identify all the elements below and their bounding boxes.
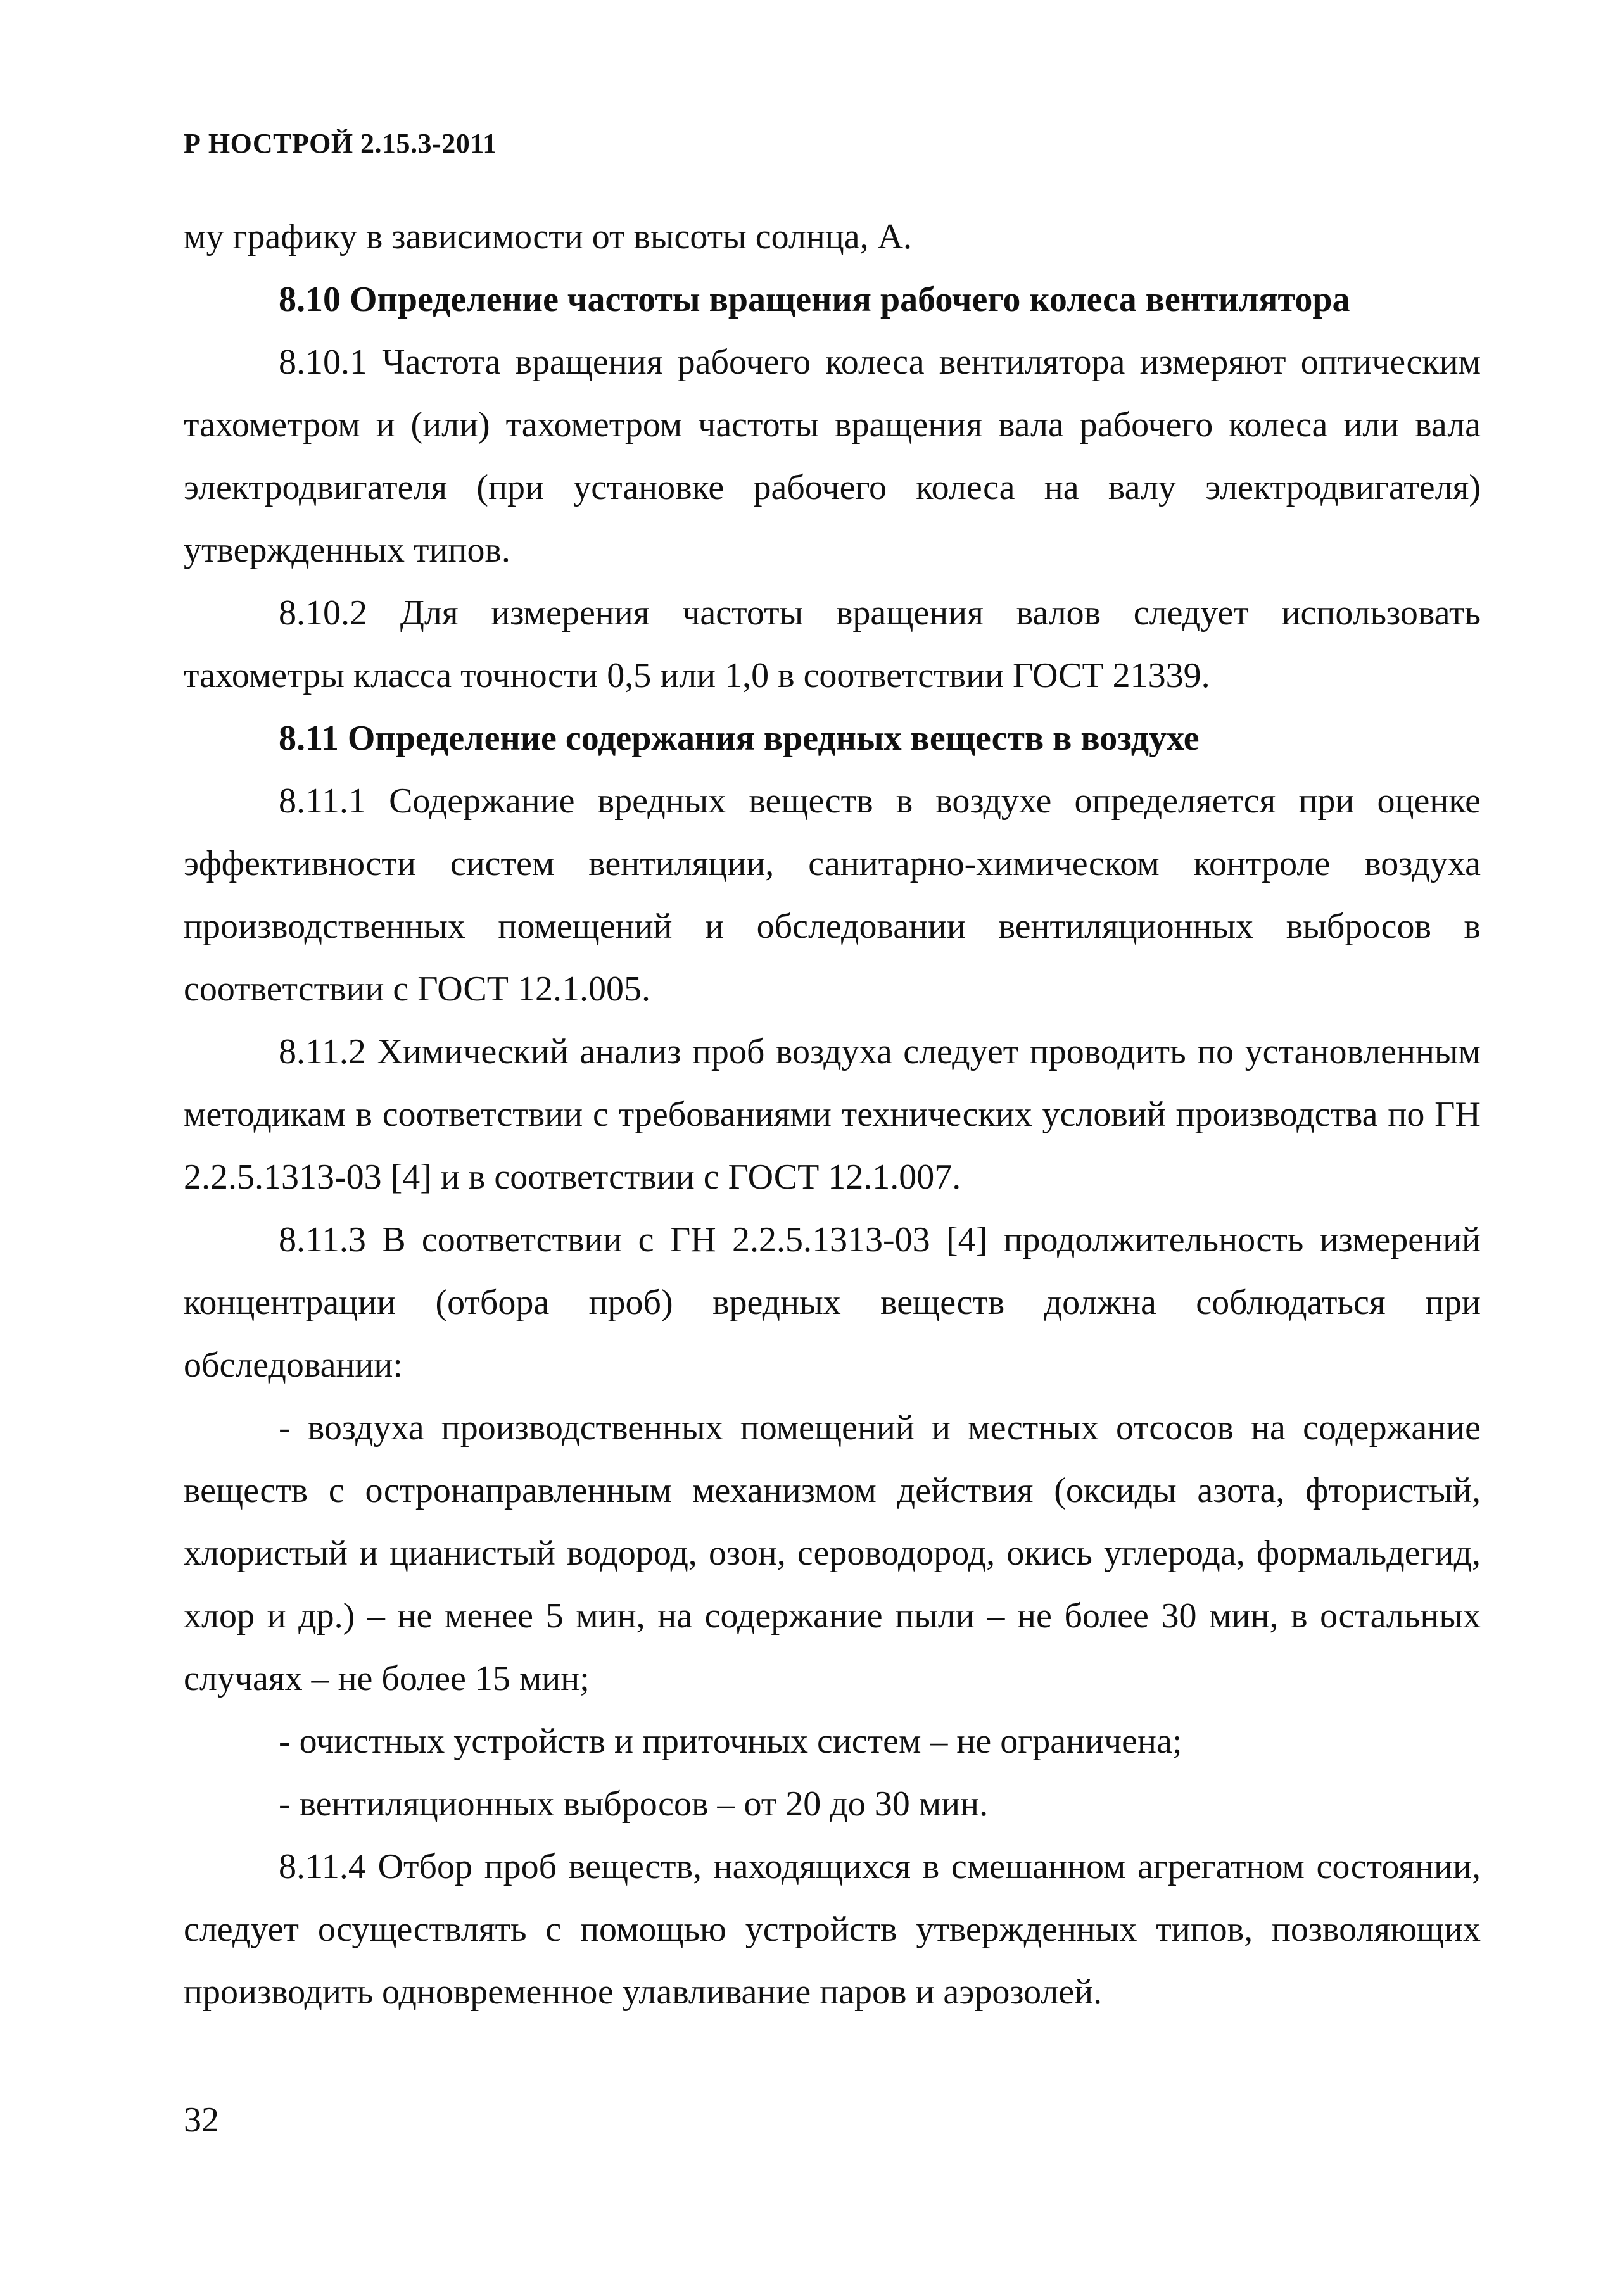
paragraph-8-10-1: 8.10.1 Частота вращения рабочего колеса вентилятора измеряют оптическим тахометром и (или) тахометром частоты вращения вала рабочего колеса или вала электродвигателя (при установке рабочего колеса на валу электродвигателя) утвержденных типов. — [184, 343, 1481, 570]
document-body — [184, 206, 1481, 2024]
page-number: 32 — [184, 2100, 219, 2140]
paragraph-8-11-1: 8.11.1 Содержание вредных веществ в воздухе определяется при оценке эффективности систем вентиляции, санитарно-химическом контроле воздуха производственных помещений и обследовании вентиляционных выбросов в соответствии с ГОСТ 12.1.005. — [184, 781, 1481, 1009]
list-item: - очистных устройств и приточных систем – не ограничена; — [279, 1722, 1182, 1761]
paragraph: му графику в зависимости от высоты солнца, А. — [184, 217, 913, 256]
section-heading-8-11: 8.11 Определение содержания вредных веществ в воздухе — [279, 719, 1200, 758]
section-heading-8-10: 8.10 Определение частоты вращения рабочего колеса вентилятора — [279, 280, 1350, 319]
list-item: - вентиляционных выбросов – от 20 до 30 мин. — [279, 1784, 989, 1824]
paragraph-8-11-4: 8.11.4 Отбор проб веществ, находящихся в смешанном агрегатном состоянии, следует осуществлять с помощью устройств утвержденных типов, позволяющих производить одновременное улавливание паров и аэрозолей. — [184, 1847, 1481, 2012]
paragraph-8-11-2: 8.11.2 Химический анализ проб воздуха следует проводить по установленным методикам в соответствии с требованиями технических условий производства по ГН 2.2.5.1313-03 [4] и в соответствии с ГОСТ 12.1.007. — [184, 1032, 1481, 1197]
running-header: Р НОСТРОЙ 2.15.3-2011 — [184, 128, 497, 159]
paragraph-8-11-3: 8.11.3 В соответствии с ГН 2.2.5.1313-03 [4] продолжительность измерений концентрации (отбора проб) вредных веществ должна соблюдаться при обследовании: — [184, 1220, 1481, 1385]
list-item: - воздуха производственных помещений и местных отсосов на содержание веществ с остронаправленным механизмом действия (оксиды азота, фтористый, хлористый и цианистый водород, озон, сероводород, окись углерода, формальдегид, хлор и др.) – не менее 5 мин, на содержание пыли – не более 30 мин, в остальных случаях – не более 15 мин; — [184, 1408, 1481, 1698]
paragraph-8-10-2: 8.10.2 Для измерения частоты вращения валов следует использовать тахометры класса точности 0,5 или 1,0 в соответствии ГОСТ 21339. — [184, 593, 1481, 695]
